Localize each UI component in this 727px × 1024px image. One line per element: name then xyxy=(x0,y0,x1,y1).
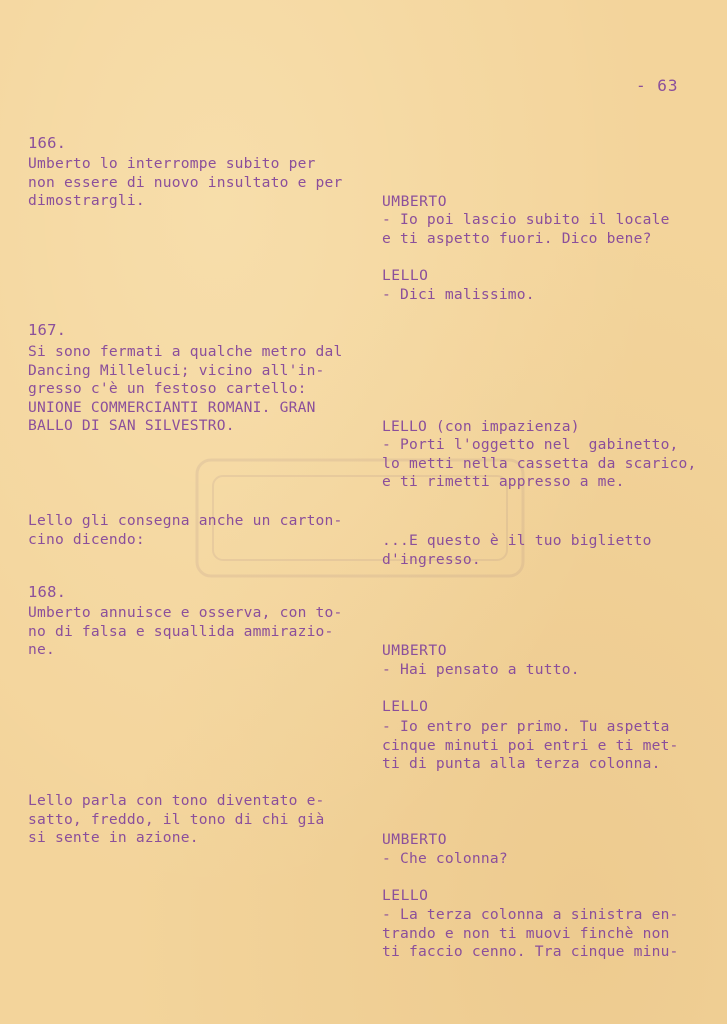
d1-line: - Io poi lascio subito il locale e ti aspetto fuori. Dico bene? xyxy=(382,211,670,247)
s168-num: 168. xyxy=(28,583,67,601)
d6-speaker: LELLO xyxy=(382,698,429,715)
d2-line: - Dici malissimo. xyxy=(382,286,535,303)
d7-speaker: UMBERTO xyxy=(382,831,448,848)
d4-line: ...E questo è il tuo biglietto d'ingresso. xyxy=(382,532,652,568)
lello-tono: Lello parla con tono diventato e- satto, freddo, il tono di chi già si sente in azione. xyxy=(28,792,325,846)
s166-num: 166. xyxy=(28,134,67,152)
d3-speaker: LELLO (con impazienza) xyxy=(382,418,580,435)
d8-speaker: LELLO xyxy=(382,887,429,904)
d8-line: - La terza colonna a sinistra en- trando e non ti muovi finchè non ti faccio cenno. Tra cinque minu- xyxy=(382,906,679,960)
d6-line: - Io entro per primo. Tu aspetta cinque minuti poi entri e ti met- ti di punta alla terza colonna. xyxy=(382,718,679,772)
d2-speaker: LELLO xyxy=(382,267,429,284)
s166-desc: Umberto lo interrompe subito per non essere di nuovo insultato e per dimostrargli. xyxy=(28,155,343,209)
d1-speaker: UMBERTO xyxy=(382,193,448,210)
d5-speaker: UMBERTO xyxy=(382,642,448,659)
s168-desc: Umberto annuisce e osserva, con to- no di falsa e squallida ammirazio- ne. xyxy=(28,604,343,658)
s167-desc: Si sono fermati a qualche metro dal Dancing Milleluci; vicino all'in- gresso c'è un festoso cartello: UNIONE COMMERCIANTI ROMANI. GRAN BALLO DI SAN SILVESTRO. xyxy=(28,343,343,434)
s167-num: 167. xyxy=(28,321,67,339)
page-number: - 63 xyxy=(636,76,679,95)
d5-line: - Hai pensato a tutto. xyxy=(382,661,580,678)
d7-line: - Che colonna? xyxy=(382,850,508,867)
d3-line: - Porti l'oggetto nel gabinetto, lo metti nella cassetta da scarico, e ti rimetti appresso a me. xyxy=(382,436,697,490)
lello-cartoncino: Lello gli consegna anche un carton- cino dicendo: xyxy=(28,512,343,548)
